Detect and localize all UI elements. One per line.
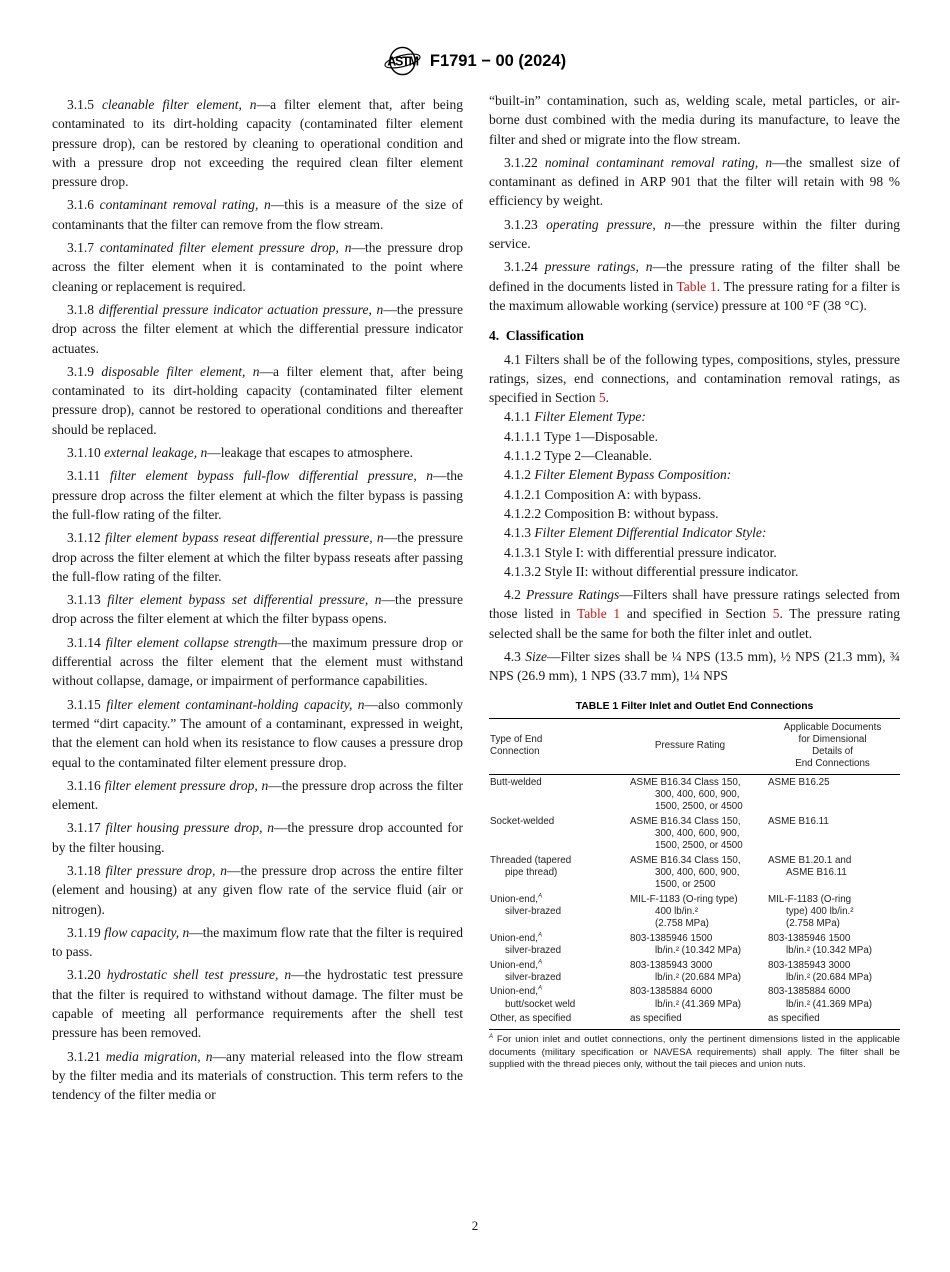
cross-reference-link[interactable]: Table 1 xyxy=(676,278,717,294)
page-number: 2 xyxy=(471,1218,479,1233)
table-cell-line: 1500, or 2500 xyxy=(655,879,716,891)
table-cell-line: Butt-welded xyxy=(490,776,542,788)
table-cell xyxy=(615,986,765,1010)
table-row xyxy=(489,893,900,932)
table-cell-line: ASME B16.34 Class 150, xyxy=(630,776,741,788)
table-row xyxy=(489,1012,900,1027)
table-row xyxy=(489,776,900,815)
table-footnote: $^A$ For union inlet and outlet connections, only the pertinent dimensions listed in the applicable documents (military specification or NAVESA requirements) shall apply. The filter shall be supplied with the thread pieces only, without the tail pieces and union nuts. xyxy=(489,1034,900,1071)
paragraph: 4.1.1.1 Type 1—Disposable. xyxy=(504,428,659,444)
table-cell-line: (2.758 MPa) xyxy=(655,918,709,930)
table-body xyxy=(489,775,900,1031)
cross-reference-link[interactable]: 5 xyxy=(772,606,780,622)
paragraph: 4.1.2.1 Composition A: with bypass. xyxy=(504,486,702,502)
paragraph: 3.1.22 nominal contaminant removal rating, n—the smallest size of contaminant as defined in ARP 901 that the filter will retain with 98 % efficiency by weight. xyxy=(489,154,900,209)
two-column-body xyxy=(52,91,900,1105)
table-cell-line: lb/in.² (20.684 MPa) xyxy=(786,971,873,983)
table-cell-line: (2.758 MPa) xyxy=(786,918,840,930)
astm-logo xyxy=(384,44,421,78)
paragraph: 3.1.9 disposable filter element, n—a filter element that, after being contaminated to its dirt-holding capacity (contaminated filter element pressure drop), cannot be restored to operational conditions and thereafter should be replaced. xyxy=(52,363,463,437)
paragraph: 4.1.1.2 Type 2—Cleanable. xyxy=(504,448,653,464)
paragraph: 3.1.12 filter element bypass reseat differential pressure, n—the pressure drop across the filter element at which the filter bypass reseats after passing the full-flow rating of the filter. xyxy=(52,530,463,584)
table-cell xyxy=(615,933,765,957)
document-header xyxy=(0,44,950,78)
right-column xyxy=(489,91,900,1105)
table-cell xyxy=(615,1013,765,1025)
paragraph: 3.1.15 filter element contaminant-holding capacity, n—also commonly termed “dirt capacity.” The amount of a contaminant, expressed in weight, that the element can hold when its resistance to flow causes a pressure drop equal to the contaminated filter element pressure drop. xyxy=(52,696,463,770)
table-1 xyxy=(489,701,900,1072)
table-cell-line: lb/in.² (41.369 MPa) xyxy=(786,998,873,1010)
table-row xyxy=(489,985,900,1012)
table-cell-line: 300, 400, 600, 900, xyxy=(655,866,740,878)
table-cell xyxy=(615,777,765,814)
paragraph: 4.1.2 Filter Element Bypass Composition: xyxy=(504,467,732,483)
table-cell xyxy=(489,1013,615,1025)
paragraph: 4.1 Filters shall be of the following types, compositions, styles, pressure ratings, sizes, end connections, and contamination removal ratings, as specified in Section 5. xyxy=(489,351,900,406)
table-cell-line: Pressure Rating xyxy=(654,740,726,752)
table-cell xyxy=(489,960,615,984)
paragraph: 3.1.20 hydrostatic shell test pressure, n—the hydrostatic test pressure that the filter is required to withstand without damage. The filter must be capable of meeting all performance requirements after the shell test pressure has been removed. xyxy=(52,967,464,1041)
table-title: TABLE 1 Filter Inlet and Outlet End Connections xyxy=(575,700,814,712)
document-code: F1791 − 00 (2024) xyxy=(429,51,567,70)
table-cell-line: as specified xyxy=(768,1013,820,1025)
paragraph: 3.1.14 filter element collapse strength—the maximum pressure drop or differential across the filter element that the element must withstand without collapse, damage, or impairment of performance capabilities. xyxy=(52,634,464,689)
table-cell-line: 803-1385943 3000 xyxy=(768,959,851,971)
paragraph: 4.1.1 Filter Element Type: xyxy=(504,409,646,425)
paragraph: 3.1.6 contaminant removal rating, n—this is a measure of the size of contaminants that the filter can remove from the flow stream. xyxy=(52,197,463,232)
table-cell xyxy=(489,816,615,853)
paragraph: 3.1.10 external leakage, n—leakage that escapes to atmosphere. xyxy=(67,445,414,461)
svg-text:ASTM: ASTM xyxy=(387,54,418,69)
table-cell-line: MIL-F-1183 (O-ring type) xyxy=(630,893,738,905)
table-cell xyxy=(765,777,900,814)
table-row xyxy=(489,932,900,959)
section-heading: 4. Classification xyxy=(489,328,584,344)
table-cell-line: 803-1385884 6000 xyxy=(630,986,713,998)
paragraph: 3.1.7 contaminated filter element pressure drop, n—the pressure drop across the filter element when it is contaminated to the point where cleaning or replacement is required. xyxy=(52,240,463,294)
table-cell xyxy=(489,933,615,957)
table-cell xyxy=(765,960,900,984)
table-cell-line: lb/in.² (20.684 MPa) xyxy=(655,971,742,983)
table-cell-line: silver-brazed xyxy=(505,944,562,956)
table-cell-line: silver-brazed xyxy=(505,971,562,983)
page-footer xyxy=(0,1218,950,1234)
table-cell-line: ASME B16.11 xyxy=(768,815,829,827)
table-cell xyxy=(615,816,765,853)
table-cell-line: ASME B16.34 Class 150, xyxy=(630,815,741,827)
table-cell-line: Details of xyxy=(812,746,853,758)
table-cell-line: silver-brazed xyxy=(505,905,562,917)
table-cell xyxy=(765,986,900,1010)
table-cell xyxy=(615,960,765,984)
paragraph: 3.1.8 differential pressure indicator actuation pressure, n—the pressure drop across the filter element at which the differential pressure indicator actuates. xyxy=(52,301,463,356)
table-cell-line: Union-end,$^A$ xyxy=(490,959,542,971)
table-cell-line: End Connections xyxy=(795,758,870,770)
paragraph: 4.2 Pressure Ratings—Filters shall have pressure ratings selected from those listed in Table 1 and specified in Section 5. The pressure rating selected shall be the same for both the filter inlet and outlet. xyxy=(489,587,901,641)
table-header-cell xyxy=(615,740,765,752)
table-cell xyxy=(765,933,900,957)
table-cell-line: 300, 400, 600, 900, xyxy=(655,828,740,839)
table-cell-line: as specified xyxy=(630,1013,682,1025)
table-cell-line: Applicable Documents xyxy=(783,721,882,733)
table-row xyxy=(489,854,900,893)
table-header-cell xyxy=(765,722,900,771)
table-header-row xyxy=(489,718,900,775)
table-cell-line: Socket-welded xyxy=(490,815,555,827)
paragraph: “built-in” contamination, such as, welding scale, metal particles, or air-borne dust combined with the media during its manufacture, to leave the filter and shed or migrate into the flow stream. xyxy=(489,93,900,147)
paragraph: 3.1.5 cleanable filter element, n—a filter element that, after being contaminated to its dirt-holding capacity (contaminated filter element pressure drop), can be restored by cleaning to operational condition and with a pressure drop not exceeding the required clean filter element pressure drop. xyxy=(52,97,464,190)
paragraph: 3.1.11 filter element bypass full-flow differential pressure, n—the pressure drop across the filter element at which the filter bypass is passing the full-flow rating of the filter. xyxy=(52,468,464,522)
table-cell-line: for Dimensional xyxy=(798,734,867,746)
paragraph: 3.1.18 filter pressure drop, n—the pressure drop across the entire filter (element and housing) at any given flow rate of the service fluid (air or nitrogen). xyxy=(52,862,464,917)
table-cell-line: Type of End xyxy=(490,734,543,746)
paragraph: 3.1.16 filter element pressure drop, n—the pressure drop across the filter element. xyxy=(52,777,464,813)
paragraph: 4.1.2.2 Composition B: without bypass. xyxy=(504,505,719,521)
paragraph: 4.3 Size—Filter sizes shall be ¼ NPS (13.5 mm), ½ NPS (21.3 mm), ¾ NPS (26.9 mm), 1 NPS (33.7 mm), 1¼ NPS xyxy=(489,649,900,684)
paragraph: 3.1.13 filter element bypass set differential pressure, n—the pressure drop across the filter element at which the filter bypass opens. xyxy=(52,592,463,627)
table-cell xyxy=(489,986,615,1010)
paragraph: 4.1.3 Filter Element Differential Indicator Style: xyxy=(504,525,767,541)
table-cell-line: 803-1385946 1500 xyxy=(768,932,851,944)
table-cell-line: MIL-F-1183 (O-ring xyxy=(768,893,852,905)
table-cell-line: type) 400 lb/in.² xyxy=(786,905,854,917)
table-cell-line: ASME B1.20.1 and xyxy=(768,854,852,866)
paragraph: 4.1.3.2 Style II: without differential pressure indicator. xyxy=(504,563,799,579)
cross-reference-link[interactable]: Table 1 xyxy=(576,606,621,622)
paragraph: 4.1.3.1 Style I: with differential pressure indicator. xyxy=(504,544,777,560)
table-cell-line: Threaded (tapered xyxy=(490,854,572,866)
table-cell-line: lb/in.² (10.342 MPa) xyxy=(655,944,742,956)
paragraph: 3.1.23 operating pressure, n—the pressure within the filter during service. xyxy=(489,216,901,252)
table-cell xyxy=(489,894,615,931)
paragraph: 3.1.19 flow capacity, n—the maximum flow rate that the filter is required to pass. xyxy=(52,924,464,960)
table-cell-line: ASME B16.11 xyxy=(786,866,847,878)
paragraph: 3.1.24 pressure ratings, n—the pressure rating of the filter shall be defined in the documents listed in Table 1. The pressure rating for a filter is the maximum allowable working (service) pressure at 100 °F (38 °C). xyxy=(489,259,900,313)
table-cell xyxy=(765,816,900,853)
table-cell-line: Union-end,$^A$ xyxy=(490,893,542,905)
table-cell xyxy=(765,855,900,892)
table-row xyxy=(489,958,900,985)
table-cell-line: 300, 400, 600, 900, xyxy=(655,789,740,801)
table-cell-line: Union-end,$^A$ xyxy=(490,986,542,998)
table-row xyxy=(489,815,900,854)
cross-reference-link[interactable]: 5 xyxy=(598,390,606,406)
table-cell-line: 400 lb/in.² xyxy=(655,905,699,917)
table-cell-line: pipe thread) xyxy=(505,866,558,878)
table-cell-line: Union-end,$^A$ xyxy=(490,932,542,944)
table-cell-line: 803-1385946 1500 xyxy=(630,932,713,944)
table-cell xyxy=(615,855,765,892)
table-cell-line: 1500, 2500, or 4500 xyxy=(655,840,743,852)
table-cell-line: ASME B16.34 Class 150, xyxy=(630,854,741,866)
table-cell-line: 803-1385943 3000 xyxy=(630,959,713,971)
left-column xyxy=(52,91,463,1105)
table-cell-line: lb/in.² (41.369 MPa) xyxy=(655,998,742,1010)
table-cell xyxy=(765,894,900,931)
table-cell xyxy=(489,855,615,892)
table-cell-line: 803-1385884 6000 xyxy=(768,986,851,998)
table-cell xyxy=(615,894,765,931)
table-cell-line: Connection xyxy=(490,746,540,758)
table-cell xyxy=(489,777,615,814)
paragraph: 3.1.21 media migration, n—any material released into the flow stream by the filter media and its materials of construction. This term refers to the tendency of the filter media or xyxy=(52,1048,463,1103)
table-cell-line: 1500, 2500, or 4500 xyxy=(655,801,743,813)
table-cell-line: lb/in.² (10.342 MPa) xyxy=(786,944,873,956)
table-cell xyxy=(765,1013,900,1025)
table-cell-line: ASME B16.25 xyxy=(768,776,830,788)
table-cell-line: butt/socket weld xyxy=(505,998,576,1010)
paragraph: 3.1.17 filter housing pressure drop, n—the pressure drop accounted for by the filter housing. xyxy=(52,820,463,855)
table-header-cell xyxy=(489,734,615,758)
table-cell-line: Other, as specified xyxy=(490,1013,572,1025)
